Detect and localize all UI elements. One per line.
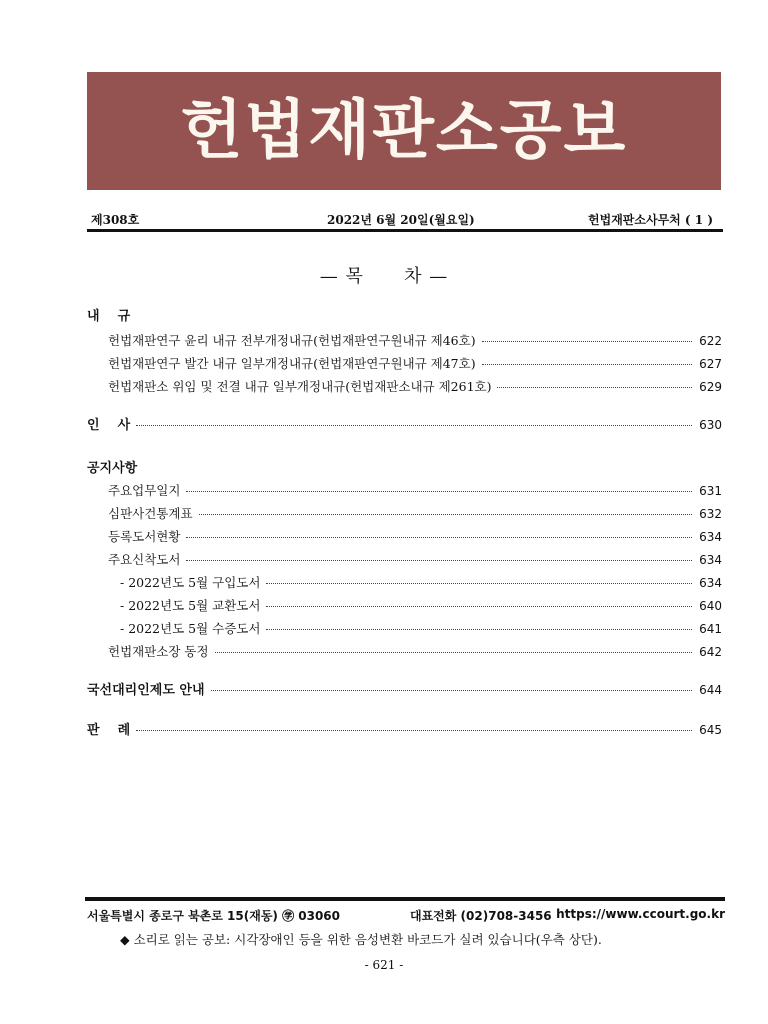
issue-number: 제308호 — [91, 213, 140, 227]
section-heading: 공지사항 — [87, 461, 138, 476]
toc-entry-page: 622 — [699, 334, 722, 348]
toc-entry-title: 주요업무일지 — [108, 483, 181, 498]
leader-dots — [186, 560, 692, 561]
toc-entry-page: 634 — [699, 530, 722, 544]
section-heading: 국선대리인제도 안내 — [87, 683, 205, 698]
leader-dots — [482, 364, 692, 365]
footer-audio-note: ◆ 소리로 읽는 공보: 시각장애인 등을 위한 음성변환 바코드가 실려 있습니다(우측 상단). — [120, 932, 602, 947]
issue-date: 2022년 6월 20일(월요일) — [327, 213, 475, 227]
leader-dots — [136, 730, 692, 731]
footer-address: 서울특별시 종로구 북촌로 15(재동) ㊫ 03060 — [87, 909, 341, 923]
toc-entry-title: - 2022년도 5월 수증도서 — [120, 621, 261, 636]
section-heading: 판 례 — [87, 723, 131, 738]
leader-dots — [136, 425, 692, 426]
section-heading: 인 사 — [87, 418, 131, 433]
toc-entry-title: 주요신착도서 — [108, 552, 181, 567]
toc-entry[interactable] — [108, 504, 722, 522]
footer-phone: 대표전화 (02)708-3456 — [410, 909, 552, 923]
toc-subentry[interactable] — [120, 596, 722, 614]
toc-entry-title: 헌법재판연구 발간 내규 일부개정내규(헌법재판연구원내규 제47호) — [108, 356, 476, 371]
header-divider — [87, 229, 723, 232]
masthead-title: 헌법재판소공보 — [180, 94, 628, 168]
toc-entry-page: 634 — [699, 553, 722, 567]
leader-dots — [266, 606, 692, 607]
masthead-banner — [87, 72, 721, 190]
toc-subentry[interactable] — [120, 619, 722, 637]
toc-entry-title: 등록도서현황 — [108, 529, 181, 544]
issue-publisher: 헌법재판소사무처 ( 1 ) — [588, 213, 713, 227]
toc-subentry[interactable] — [120, 573, 722, 591]
toc-entry-page: 640 — [699, 599, 722, 613]
toc-entry-page: 644 — [699, 683, 722, 697]
toc-entry[interactable] — [108, 550, 722, 568]
toc-entry-title: 심판사건통계표 — [108, 506, 193, 521]
leader-dots — [266, 583, 692, 584]
toc-entry-page: 632 — [699, 507, 722, 521]
toc-entry-page: 645 — [699, 723, 722, 737]
toc-section-entry[interactable] — [87, 719, 722, 737]
toc-entry[interactable] — [108, 354, 722, 372]
leader-dots — [497, 387, 692, 388]
footer-divider — [85, 897, 725, 901]
toc-entry-page: 641 — [699, 622, 722, 636]
toc-entry[interactable] — [108, 642, 722, 660]
toc-entry-title: 헌법재판연구 윤리 내규 전부개정내규(헌법재판연구원내규 제46호) — [108, 333, 476, 348]
leader-dots — [215, 652, 692, 653]
toc-title: — 목 차 — — [319, 266, 449, 287]
section-heading: 내 규 — [87, 309, 131, 324]
leader-dots — [186, 491, 692, 492]
issue-info-bar — [87, 208, 721, 228]
page-number: - 621 - — [364, 958, 404, 972]
toc-entry-page: 642 — [699, 645, 722, 659]
toc-entry-title: 헌법재판소 위임 및 전결 내규 일부개정내규(헌법재판소내규 제261호) — [108, 379, 492, 394]
leader-dots — [211, 690, 692, 691]
toc-entry-page: 629 — [699, 380, 722, 394]
leader-dots — [199, 514, 692, 515]
toc-entry-page: 631 — [699, 484, 722, 498]
toc-entry-page: 627 — [699, 357, 722, 371]
toc-entry-title: 헌법재판소장 동정 — [108, 644, 209, 659]
toc-section-entry[interactable] — [87, 414, 722, 432]
toc-entry-title: - 2022년도 5월 교환도서 — [120, 598, 261, 613]
leader-dots — [482, 341, 692, 342]
toc-entry[interactable] — [108, 377, 722, 395]
toc-entry-page: 630 — [699, 418, 722, 432]
toc-entry-page: 634 — [699, 576, 722, 590]
toc-entry-title: - 2022년도 5월 구입도서 — [120, 575, 261, 590]
toc-entry[interactable] — [108, 527, 722, 545]
toc-entry[interactable] — [108, 331, 722, 349]
toc-section-entry[interactable] — [87, 679, 722, 697]
toc-entry[interactable] — [108, 481, 722, 499]
leader-dots — [186, 537, 692, 538]
leader-dots — [266, 629, 692, 630]
footer-url[interactable]: https://www.ccourt.go.kr — [556, 907, 725, 921]
